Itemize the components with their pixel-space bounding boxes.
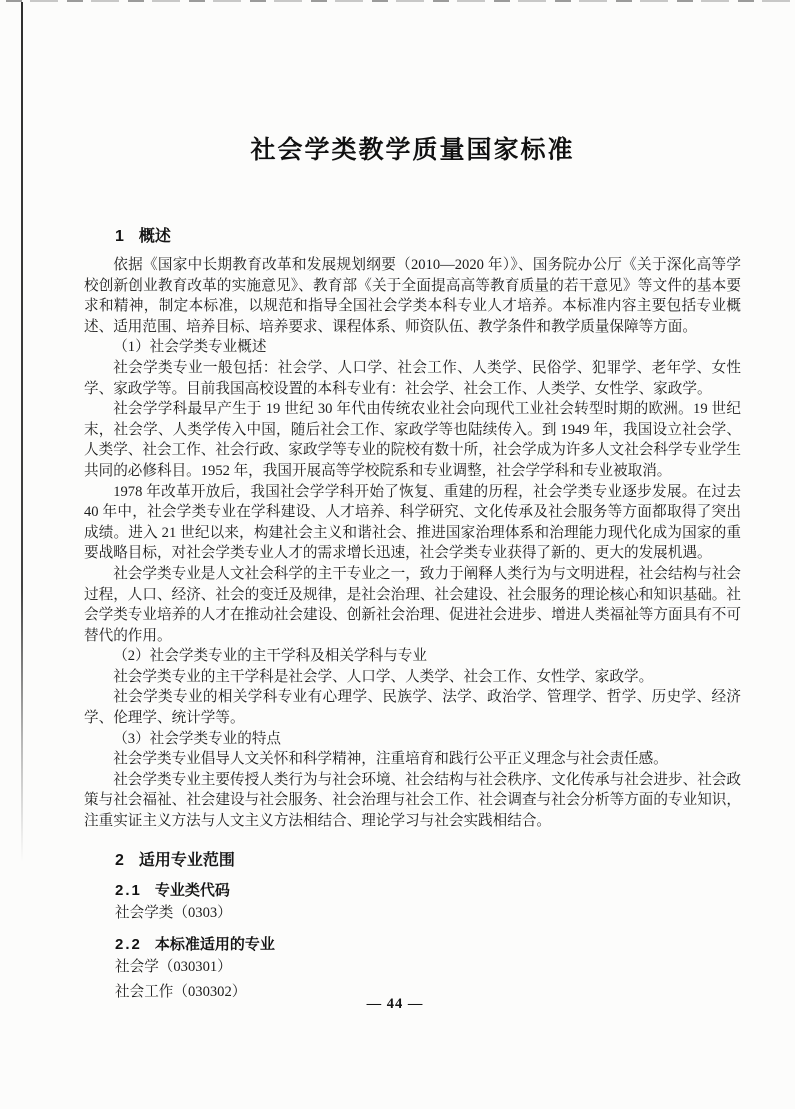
subsection-2-2-title: 本标准适用的专业 bbox=[154, 936, 275, 954]
subsection-2-1-heading bbox=[115, 879, 741, 900]
subheading-core-disciplines: （2）社会学类专业的主干学科及相关学科与专业 bbox=[113, 648, 427, 665]
section-2-title: 适用专业范围 bbox=[138, 851, 235, 869]
paragraph-history-reform: 1978 年改革开放后，我国社会学学科开始了恢复、重建的历程，社会学类专业逐步发展。在过去 40 年中，社会学类专业在学科建设、人才培养、科学研究、文化传承及社会服务等方面都取得了突出成绩。进入 21 世纪以来，构建社会主义和谐社会、推进国家治理体系和治理能力现代化成为国家的重要战略目标，对社会学类专业人才的需求增长迅速，社会学类专业获得了新的、更大的发展机遇。 bbox=[84, 483, 741, 562]
section-1-heading bbox=[115, 223, 741, 246]
major-code-social-work: 社会工作（030302） bbox=[115, 983, 247, 1000]
paragraph-values: 社会学类专业倡导人文关怀和科学精神，注重培育和践行公平正义理念与社会责任感。 bbox=[113, 751, 668, 768]
paragraph-related-disciplines: 社会学类专业的相关学科专业有心理学、民族学、法学、政治学、管理学、哲学、历史学、经济学、伦理学、统计学等。 bbox=[84, 689, 741, 727]
section-1-title: 概述 bbox=[138, 228, 171, 245]
page-number: — 44 — bbox=[366, 996, 424, 1012]
section-2-number: 2 bbox=[115, 851, 124, 869]
section-2-heading bbox=[115, 847, 741, 870]
document-body bbox=[84, 0, 741, 1003]
subsection-2-2-number: 2.2 bbox=[115, 936, 142, 954]
subsection-2-1-number: 2.1 bbox=[115, 881, 142, 899]
subheading-characteristics: （3）社会学类专业的特点 bbox=[113, 730, 282, 747]
major-code-sociology: 社会学（030301） bbox=[115, 959, 232, 976]
paragraph-basis: 依据《国家中长期教育改革和发展规划纲要（2010—2020 年）》、国务院办公厅《关于深化高等学校创新创业教育改革的实施意见》、教育部《关于全面提高高等教育质量的若干意见》等文件的基本要求和精神，制定本标准，以规范和指导全国社会学类本科专业人才培养。本标准内容主要包括专业概述、适用范围、培养目标、培养要求、课程体系、师资队伍、教学条件和教学质量保障等方面。 bbox=[84, 257, 741, 335]
paragraph-knowledge-taught: 社会学类专业主要传授人类行为与社会环境、社会结构与社会秩序、文化传承与社会进步、社会政策与社会福祉、社会建设与社会服务、社会治理与社会工作、社会调查与社会分析等方面的专业知识，注重实证主义方法与人文主义方法相结合、理论学习与社会实践相结合。 bbox=[84, 771, 741, 830]
subsection-2-2-heading bbox=[115, 933, 741, 954]
document-title: 社会学类教学质量国家标准 bbox=[250, 136, 575, 164]
subheading-overview: （1）社会学类专业概述 bbox=[113, 339, 267, 356]
paragraph-history-origin: 社会学学科最早产生于 19 世纪 30 年代由传统农业社会向现代工业社会转型时期的欧洲。19 世纪末，社会学、人类学传入中国，随后社会工作、家政学等也陆续传入。到 1949 年，我国设立社会学、人类学、社会工作、社会行政、家政学等专业的院校有数十所，社会学成为许多人文社会科学专业学生共同的必修科目。1952 年，我国开展高等学校院系和专业调整，社会学学科和专业被取消。 bbox=[84, 401, 741, 479]
section-1-content bbox=[84, 255, 741, 832]
paragraph-majors-included: 社会学类专业一般包括：社会学、人口学、社会工作、人类学、民俗学、犯罪学、老年学、女性学、家政学等。目前我国高校设置的本科专业有：社会学、社会工作、人类学、女性学、家政学。 bbox=[84, 359, 741, 397]
scan-edge-artifact-left bbox=[21, 2, 23, 862]
section-1-number: 1 bbox=[115, 228, 124, 245]
subsection-2-1-title: 专业类代码 bbox=[154, 881, 230, 899]
major-class-code: 社会学类（0303） bbox=[115, 904, 232, 921]
paragraph-core-disciplines: 社会学类专业的主干学科是社会学、人口学、人类学、社会工作、女性学、家政学。 bbox=[113, 668, 654, 685]
paragraph-discipline-role: 社会学类专业是人文社会科学的主干专业之一，致力于阐释人类行为与文明进程，社会结构与社会过程，人口、经济、社会的变迁及规律，是社会治理、社会建设、社会服务的理论核心和知识基础。社会学类专业培养的人才在推动社会建设、创新社会治理、促进社会进步、增进人类福祉等方面具有不可替代的作用。 bbox=[84, 565, 741, 644]
section-2 bbox=[84, 847, 741, 1004]
